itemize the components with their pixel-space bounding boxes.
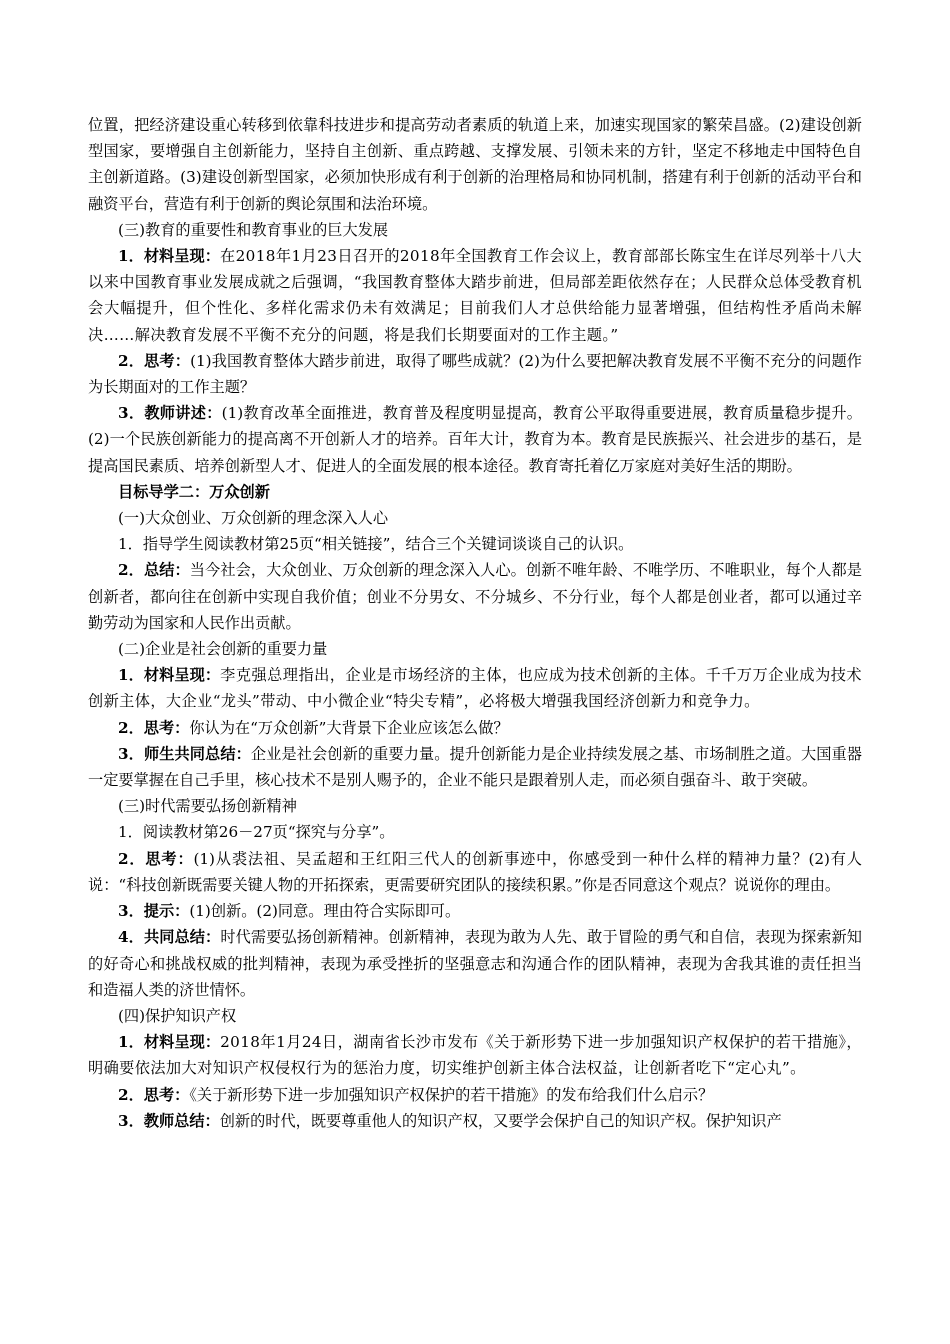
paragraph-text: 2018年1月24日，湖南省长沙市发布《关于新形势下进一步加强知识产权保护的若干措施》，明确要依法加大对知识产权侵权行为的惩治力度，切实维护创新主体合法权益，让创新者吃下“定心丸”。 — [88, 1033, 862, 1078]
paragraph-lead: 目标导学二：万众创新 — [118, 482, 270, 501]
paragraph — [88, 636, 862, 662]
paragraph — [88, 1029, 862, 1081]
paragraph-text: (三)教育的重要性和教育事业的巨大发展 — [118, 220, 389, 239]
paragraph-text: 1．阅读教材第26－27页“探究与分享”。 — [118, 823, 395, 842]
paragraph — [88, 1082, 862, 1108]
paragraph — [88, 400, 862, 479]
paragraph-lead: 3．提示： — [118, 902, 190, 921]
paragraph-text: 当今社会，大众创业、万众创新的理念深入人心。创新不唯年龄、不唯学历、不唯职业，每个人都是创新者，都向往在创新中实现自我价值；创业不分男女、不分城乡、不分行业，每个人都是创业者，都可以通过辛勤劳动为国家和人民作出贡献。 — [88, 561, 862, 632]
paragraph-lead: 3．教师讲述： — [118, 404, 222, 423]
paragraph-text: (四)保护知识产权 — [118, 1006, 237, 1025]
paragraph — [88, 557, 862, 636]
paragraph-lead: 2．思考： — [118, 1085, 190, 1104]
paragraph-lead: 2．总结： — [118, 561, 190, 580]
paragraph-lead: 2．思考： — [118, 351, 191, 370]
paragraph-text: 位置，把经济建设重心转移到依靠科技进步和提高劳动者素质的轨道上来，加速实现国家的繁荣昌盛。(2)建设创新型国家，要增强自主创新能力，坚持自主创新、重点跨越、支撑发展、引领未来的方针，坚定不移地走中国特色自主创新道路。(3)建设创新型国家，必须加快形成有利于创新的治理格局和协同机制，搭建有利于创新的活动平台和融资平台，营造有利于创新的舆论氛围和法治环境。 — [88, 116, 862, 213]
paragraph — [88, 479, 862, 505]
paragraph — [88, 741, 862, 793]
paragraph — [88, 112, 862, 217]
paragraph-text: (三)时代需要弘扬创新精神 — [118, 797, 297, 816]
paragraph-text: (1)我国教育整体大踏步前进，取得了哪些成就？(2)为什么要把解决教育发展不平衡不充分的问题作为长期面对的工作主题？ — [88, 351, 862, 397]
paragraph — [88, 1108, 862, 1134]
paragraph-text: 在2018年1月23日召开的2018年全国教育工作会议上，教育部部长陈宝生在详尽列举十八大以来中国教育事业发展成就之后强调，“我国教育整体大踏步前进，但局部差距依然存在；人民群众总体受教育机会大幅提升，但个性化、多样化需求仍未有效满足；目前我们人才总供给能力显著增强，但结构性矛盾尚未解决……解决教育发展不平衡不充分的问题，将是我们长期要面对的工作主题。” — [88, 247, 862, 344]
paragraph — [88, 819, 862, 845]
paragraph-text: 创新的时代，既要尊重他人的知识产权，又要学会保护自己的知识产权。保护知识产 — [219, 1111, 782, 1130]
paragraph-text: (1)创新。(2)同意。理由符合实际即可。 — [189, 902, 461, 921]
paragraph-text: (1)从裘法祖、吴孟超和王红阳三代人的创新事迹中，你感受到一种什么样的精神力量？(2)有人说：“科技创新既需要关键人物的开拓探索，更需要研究团队的接续积累。”你是否同意这个观点？说说你的理由。 — [88, 849, 862, 894]
paragraph-lead: 3．师生共同总结： — [118, 744, 251, 763]
paragraph — [88, 924, 862, 1003]
paragraph-text: 1．指导学生阅读教材第25页“相关链接”，结合三个关键词谈谈自己的认识。 — [118, 535, 634, 554]
paragraph — [88, 243, 862, 348]
paragraph-text: 《关于新形势下进一步加强知识产权保护的若干措施》的发布给我们什么启示？ — [189, 1085, 714, 1104]
paragraph — [88, 217, 862, 243]
paragraph-text: 企业是社会创新的重要力量。提升创新能力是企业持续发展之基、市场制胜之道。大国重器一定要掌握在自己手里，核心技术不是别人赐予的，企业不能只是跟着别人走，而必须自强奋斗、敢于突破。 — [88, 744, 862, 790]
paragraph-text: (一)大众创业、万众创新的理念深入人心 — [118, 509, 389, 528]
paragraph-text: 时代需要弘扬创新精神。创新精神，表现为敢为人先、敢于冒险的勇气和自信，表现为探索新知的好奇心和挑战权威的批判精神，表现为承受挫折的坚强意志和沟通合作的团队精神，表现为舍我其谁的责任担当和造福人类的济世情怀。 — [88, 928, 862, 999]
paragraph-lead: 2．思考： — [118, 718, 190, 737]
paragraph — [88, 846, 862, 898]
paragraph-lead: 3．教师总结： — [118, 1111, 220, 1130]
paragraph-text: 你认为在“万众创新”大背景下企业应该怎么做？ — [189, 718, 509, 737]
paragraph-lead: 4．共同总结： — [118, 928, 221, 947]
paragraph-text: 李克强总理指出，企业是市场经济的主体，也应成为技术创新的主体。千千万万企业成为技术创新主体，大企业“龙头”带动、中小微企业“特尖专精”，必将极大增强我国经济创新力和竞争力。 — [88, 666, 862, 711]
paragraph-lead: 1．材料呈现： — [118, 1033, 221, 1052]
paragraph-lead: 1．材料呈现： — [118, 247, 220, 266]
paragraph — [88, 348, 862, 400]
paragraph — [88, 715, 862, 741]
paragraph — [88, 662, 862, 714]
paragraph-text: (1)教育改革全面推进，教育普及程度明显提高，教育公平取得重要进展，教育质量稳步提升。(2)一个民族创新能力的提高离不开创新人才的培养。百年大计，教育为本。教育是民族振兴、社会进步的基石，是提高国民素质、培养创新型人才、促进人的全面发展的根本途径。教育寄托着亿万家庭对美好生活的期盼。 — [88, 404, 862, 475]
paragraph — [88, 505, 862, 531]
paragraph — [88, 793, 862, 819]
paragraph-text: (二)企业是社会创新的重要力量 — [118, 640, 328, 659]
paragraph — [88, 531, 862, 557]
paragraph — [88, 1003, 862, 1029]
paragraph-lead: 1．材料呈现： — [118, 666, 221, 685]
paragraph — [88, 898, 862, 924]
paragraph-lead: 2．思考： — [118, 849, 194, 868]
